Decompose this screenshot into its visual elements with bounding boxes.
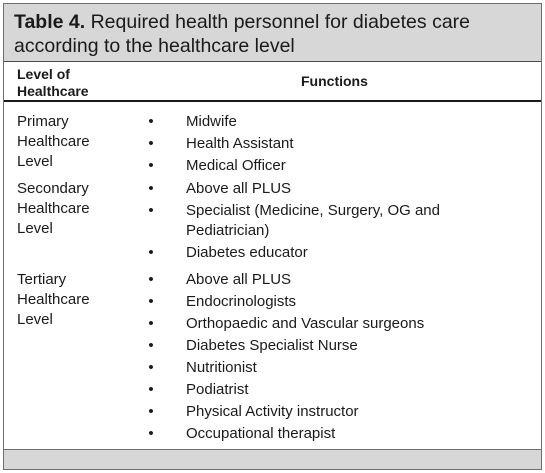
healthcare-level-name: Secondary Healthcare Level xyxy=(17,180,90,237)
bullet-icon: • xyxy=(148,337,154,354)
bullet-icon: • xyxy=(148,403,154,420)
function-text: Podiatrist xyxy=(186,381,249,398)
bullet-icon: • xyxy=(148,315,154,332)
bullet-icon: • xyxy=(148,157,154,174)
healthcare-level-name: Tertiary Healthcare Level xyxy=(17,271,90,328)
function-text: Specialist (Medicine, Surgery, OG and Pediatrician) xyxy=(186,202,440,239)
list-item xyxy=(4,358,541,378)
function-text: Diabetes educator xyxy=(186,244,308,261)
list-item xyxy=(4,201,541,241)
function-text: Physical Activity instructor xyxy=(186,403,359,420)
list-item xyxy=(4,156,541,176)
list-item xyxy=(4,336,541,356)
functions-list xyxy=(4,270,541,446)
list-item xyxy=(4,314,541,334)
bullet-icon: • xyxy=(148,180,154,197)
bullet-icon: • xyxy=(148,113,154,130)
functions-list xyxy=(4,112,541,178)
list-item xyxy=(4,270,541,290)
function-text: Nutritionist xyxy=(186,359,257,376)
bullet-icon: • xyxy=(148,202,154,219)
list-item xyxy=(4,402,541,422)
bullet-icon: • xyxy=(148,425,154,442)
bullet-icon: • xyxy=(148,271,154,288)
list-item xyxy=(4,243,541,263)
bullet-icon: • xyxy=(148,135,154,152)
column-header-functions: Functions xyxy=(301,73,368,89)
table-header-row xyxy=(4,62,541,102)
function-text: Above all PLUS xyxy=(186,271,292,288)
function-text: Endocrinologists xyxy=(186,293,297,310)
list-item xyxy=(4,380,541,400)
bullet-icon: • xyxy=(148,244,154,261)
healthcare-level-name: Primary Healthcare Level xyxy=(17,113,90,170)
table-footer-bar xyxy=(4,449,541,469)
list-item xyxy=(4,179,541,199)
table-caption-label: Table 4. xyxy=(14,11,86,33)
function-text: Health Assistant xyxy=(186,135,294,152)
function-text: Orthopaedic and Vascular surgeons xyxy=(186,315,425,332)
function-text: Medical Officer xyxy=(186,157,286,174)
function-text: Diabetes Specialist Nurse xyxy=(186,337,358,354)
list-item xyxy=(4,292,541,312)
functions-list xyxy=(4,179,541,265)
function-text: Midwife xyxy=(186,113,237,130)
function-text: Above all PLUS xyxy=(186,180,292,197)
column-header-level: Level of Healthcare xyxy=(17,66,89,99)
list-item xyxy=(4,424,541,444)
health-personnel-table xyxy=(3,3,542,470)
bullet-icon: • xyxy=(148,293,154,310)
table-caption xyxy=(4,4,541,62)
table-caption-text: Required health personnel for diabetes care according to the healthcare level xyxy=(14,11,471,57)
function-text: Occupational therapist xyxy=(186,425,336,442)
bullet-icon: • xyxy=(148,359,154,376)
list-item xyxy=(4,112,541,132)
bullet-icon: • xyxy=(148,381,154,398)
list-item xyxy=(4,134,541,154)
